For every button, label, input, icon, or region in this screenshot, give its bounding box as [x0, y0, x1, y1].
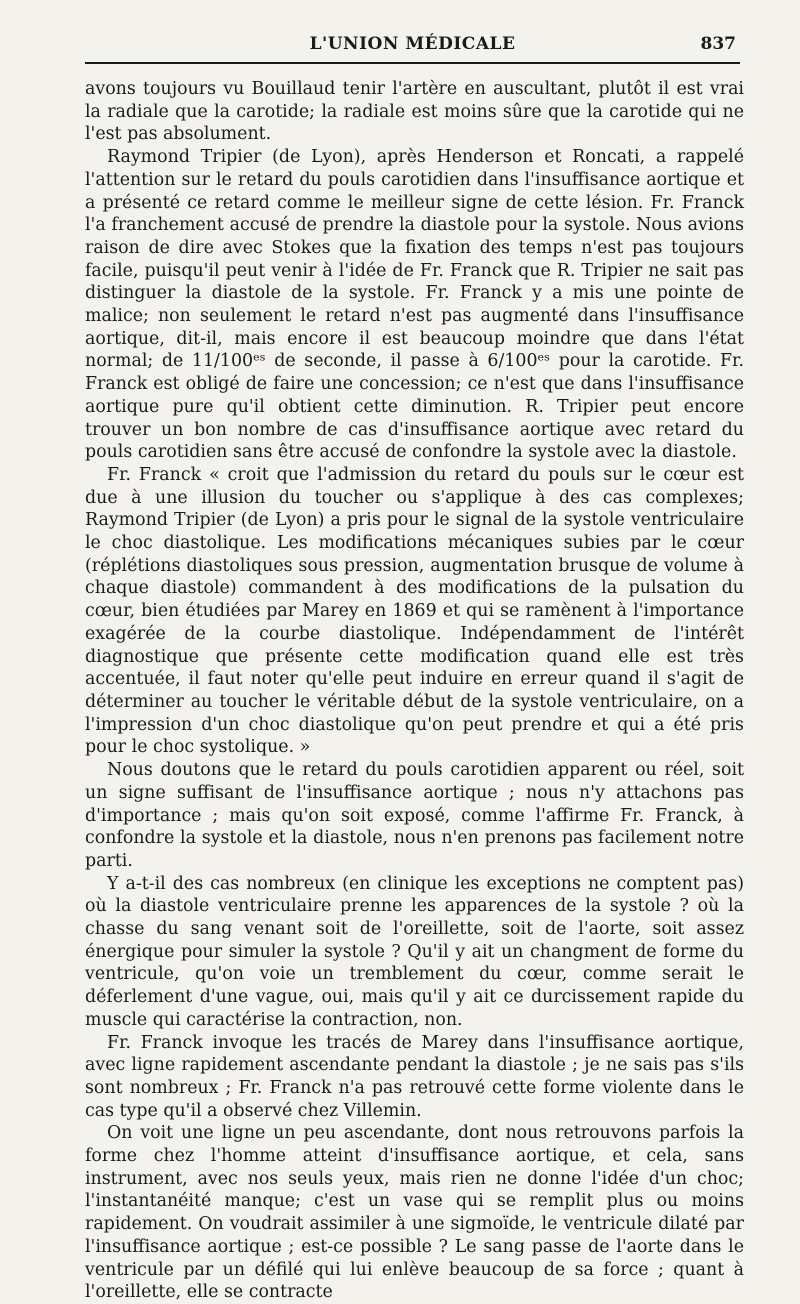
- article-body: [85, 78, 744, 1304]
- paragraph: Fr. Franck « croit que l'admission du retard du pouls sur le cœur est due à une illusion du toucher ou s'applique à des cas complexes; Raymond Tripier (de Lyon) a pris pour le signal de la systole ventriculaire le choc diastolique. Les modifications mécaniques subies par le cœur (réplétions diastoliques sous pression, augmentation brusque de volume à chaque diastole) commandent à des modifications de la pulsation du cœur, bien étudiées par Marey en 1869 et qui se ramènent à l'importance exagérée de la courbe diastolique. Indépendamment de l'intérêt diagnostique que présente cette modification quand elle est très accentuée, il faut noter qu'elle peut induire en erreur quand il s'agit de déterminer au toucher le véritable début de la systole ventriculaire, on a l'impression d'un choc diastolique qu'on peut prendre et qui a été pris pour le choc systolique. »: [85, 464, 744, 758]
- paragraph: Nous doutons que le retard du pouls carotidien apparent ou réel, soit un signe suffisant de l'insuffisance aortique ; nous n'y attachons pas d'importance ; mais qu'on soit exposé, comme l'affirme Fr. Franck, à confondre la systole et la diastole, nous n'en prenons pas facilement notre parti.: [85, 760, 744, 871]
- paragraph: Raymond Tripier (de Lyon), après Henderson et Roncati, a rappelé l'attention sur le retard du pouls carotidien dans l'insuffisance aortique et a présenté ce retard comme le meilleur signe de cette lésion. Fr. Franck l'a franchement accusé de prendre la diastole pour la systole. Nous avions raison de dire avec Stokes que la fixation des temps n'est pas toujours facile, puisqu'il peut venir à l'idée de Fr. Franck que R. Tripier ne sait pas distinguer la diastole de la systole. Fr. Franck y a mis une pointe de malice; non seulement le retard n'est pas augmenté dans l'insuffisance aortique, dit-il, mais encore il est beaucoup moindre que dans l'état normal; de 11/100ᵉˢ de seconde, il passe à 6/100ᵉˢ pour la carotide. Fr. Franck est obligé de faire une concession; ce n'est que dans l'insuffisance aortique pure qu'il obtient cette diminution. R. Tripier peut encore trouver un bon nombre de cas d'insuffisance aortique avec retard du pouls carotidien sans être accusé de confondre la systole avec la diastole.: [85, 147, 744, 463]
- paragraph: avons toujours vu Bouillaud tenir l'artère en auscultant, plutôt il est vrai la radiale que la carotide; la radiale est moins sûre que la carotide qui ne l'est pas absolument.: [85, 79, 744, 145]
- paragraph: Y a-t-il des cas nombreux (en clinique les exceptions ne comptent pas) où la diastole ventriculaire prenne les apparences de la systole ? où la chasse du sang venant soit de l'oreillette, soit de l'aorte, soit assez énergique pour simuler la systole ? Qu'il y ait un changment de forme du ventricule, qu'on voie un tremblement du cœur, comme serait le déferlement d'une vague, oui, mais qu'il y ait ce durcissement rapide du muscle qui caractérise la contraction, non.: [85, 873, 744, 1030]
- header-rule: [85, 62, 740, 64]
- paragraph: On voit une ligne un peu ascendante, dont nous retrouvons parfois la forme chez l'homme atteint d'insuffisance aortique, et cela, sans instrument, avec nos seuls yeux, mais rien ne donne l'idée d'un choc; l'instantanéité manque; c'est un vase qui se remplit plus ou moins rapidement. On voudrait assimiler à une sigmoïde, le ventricule dilaté par l'insuffisance aortique ; est-ce possible ? Le sang passe de l'aorte dans le ventricule par un défilé qui lui enlève beaucoup de sa force ; quant à l'oreillette, elle se contracte: [85, 1123, 744, 1303]
- running-title: L'UNION MÉDICALE: [309, 34, 516, 54]
- paragraph: Fr. Franck invoque les tracés de Marey dans l'insuffisance aortique, avec ligne rapidement ascendante pendant la diastole ; je ne sais pas s'ils sont nombreux ; Fr. Franck n'a pas retrouvé cette forme violente dans le cas type qu'il a observé chez Villemin.: [85, 1032, 744, 1121]
- page-header: [85, 28, 740, 64]
- page-number: 837: [700, 34, 736, 54]
